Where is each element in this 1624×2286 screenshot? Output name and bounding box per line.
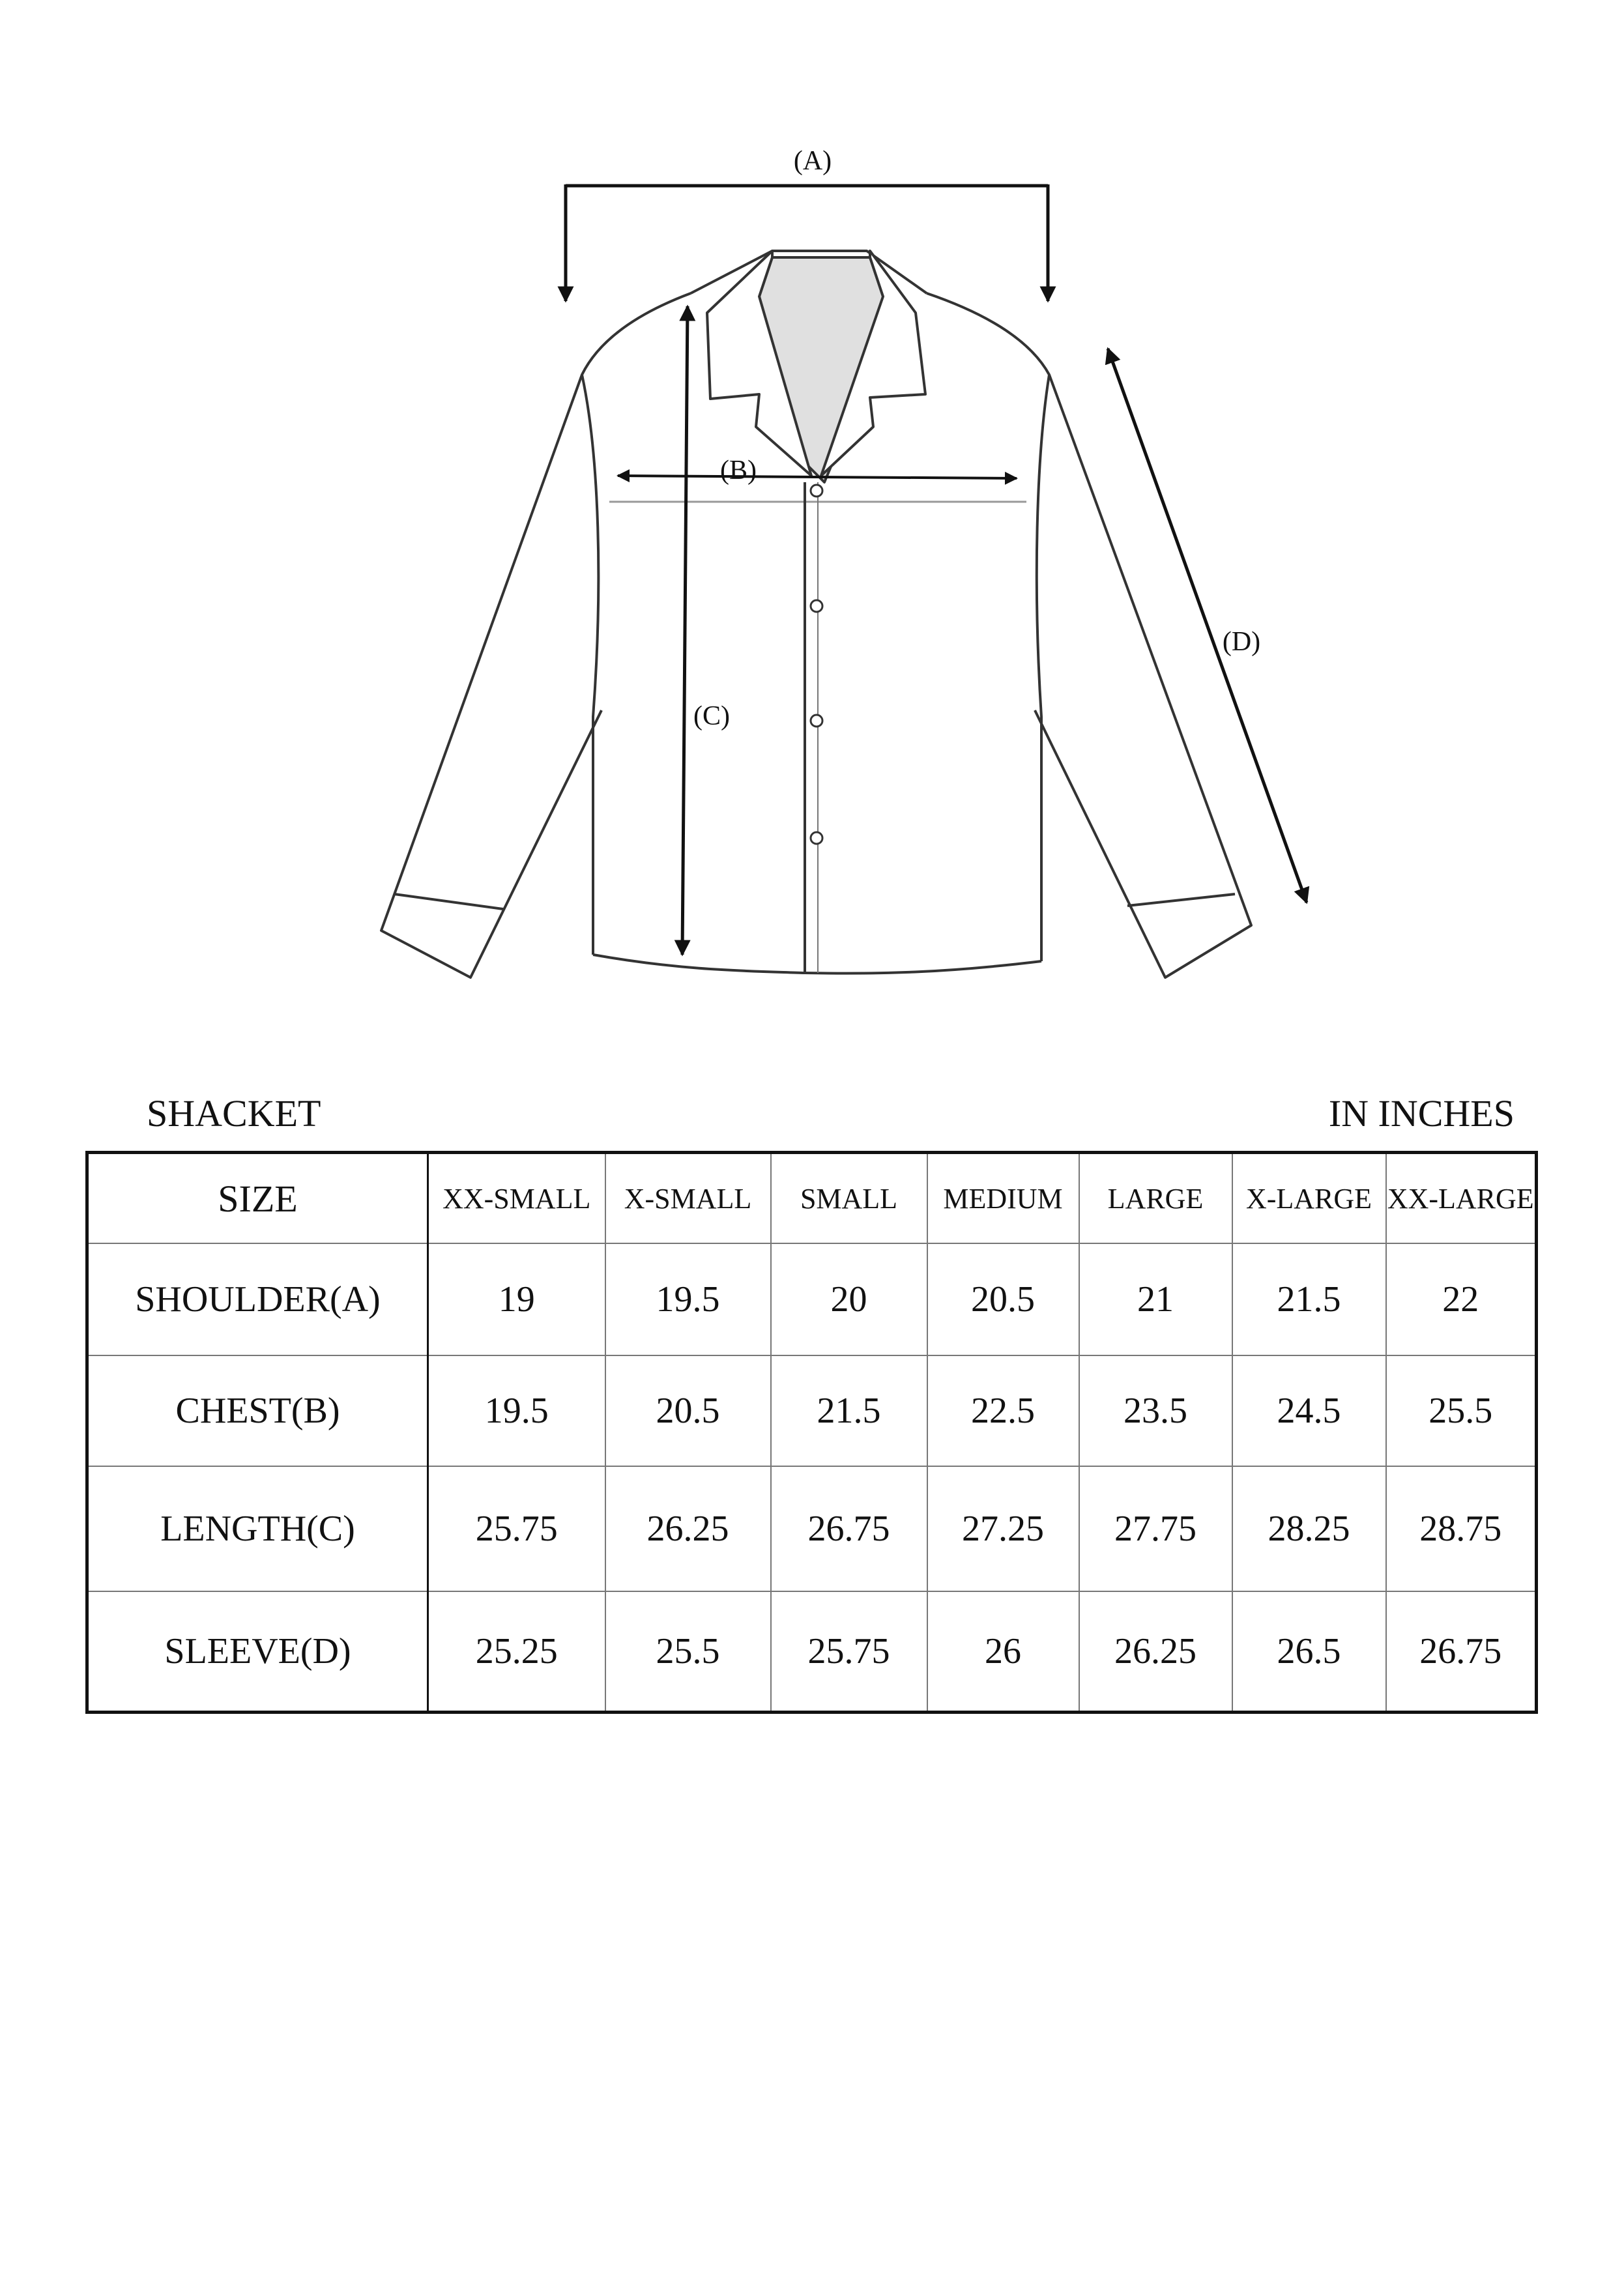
table-row bbox=[87, 1591, 1537, 1713]
size-corner-label: SIZE bbox=[87, 1153, 428, 1244]
length-label: (C) bbox=[693, 701, 730, 731]
table-cell: 20.5 bbox=[605, 1355, 771, 1466]
shacket-diagram bbox=[0, 0, 1624, 1017]
table-cell: 25.25 bbox=[428, 1591, 605, 1713]
table-cell: 22 bbox=[1386, 1243, 1537, 1355]
table-cell: 20.5 bbox=[927, 1243, 1079, 1355]
units-label: IN INCHES bbox=[1328, 1092, 1515, 1135]
table-row bbox=[87, 1355, 1537, 1466]
collar bbox=[707, 251, 925, 482]
table-cell: 28.75 bbox=[1386, 1466, 1537, 1591]
table-cell: 26.5 bbox=[1232, 1591, 1386, 1713]
table-cell: 22.5 bbox=[927, 1355, 1079, 1466]
sleeve-arrow bbox=[1108, 349, 1307, 903]
row-label: SHOULDER(A) bbox=[87, 1243, 428, 1355]
column-header: X-SMALL bbox=[605, 1153, 771, 1244]
table-cell: 27.75 bbox=[1079, 1466, 1232, 1591]
table-cell: 24.5 bbox=[1232, 1355, 1386, 1466]
table-cell: 21.5 bbox=[771, 1355, 927, 1466]
chest-arrow bbox=[618, 476, 1017, 478]
buttons bbox=[811, 485, 822, 844]
table-cell: 26.25 bbox=[1079, 1591, 1232, 1713]
chart-title: SHACKET bbox=[147, 1092, 321, 1135]
table-cell: 19.5 bbox=[428, 1355, 605, 1466]
table-cell: 19.5 bbox=[605, 1243, 771, 1355]
table-cell: 25.75 bbox=[771, 1591, 927, 1713]
row-label: CHEST(B) bbox=[87, 1355, 428, 1466]
table-cell: 25.5 bbox=[605, 1591, 771, 1713]
table-cell: 26 bbox=[927, 1591, 1079, 1713]
table-cell: 21.5 bbox=[1232, 1243, 1386, 1355]
table-cell: 25.75 bbox=[428, 1466, 605, 1591]
table-cell: 28.25 bbox=[1232, 1466, 1386, 1591]
table-header-row bbox=[87, 1153, 1537, 1244]
column-header: XX-SMALL bbox=[428, 1153, 605, 1244]
column-header: LARGE bbox=[1079, 1153, 1232, 1244]
size-table bbox=[85, 1151, 1538, 1714]
table-cell: 25.5 bbox=[1386, 1355, 1537, 1466]
column-header: MEDIUM bbox=[927, 1153, 1079, 1244]
column-header: XX-LARGE bbox=[1386, 1153, 1537, 1244]
shoulder-label: (A) bbox=[793, 146, 832, 176]
table-cell: 26.25 bbox=[605, 1466, 771, 1591]
row-label: LENGTH(C) bbox=[87, 1466, 428, 1591]
table-cell: 26.75 bbox=[771, 1466, 927, 1591]
chest-label: (B) bbox=[720, 456, 757, 485]
row-label: SLEEVE(D) bbox=[87, 1591, 428, 1713]
table-cell: 19 bbox=[428, 1243, 605, 1355]
table-cell: 20 bbox=[771, 1243, 927, 1355]
column-header: SMALL bbox=[771, 1153, 927, 1244]
table-cell: 23.5 bbox=[1079, 1355, 1232, 1466]
sleeve-label: (D) bbox=[1222, 627, 1261, 657]
table-cell: 27.25 bbox=[927, 1466, 1079, 1591]
column-header: X-LARGE bbox=[1232, 1153, 1386, 1244]
table-row bbox=[87, 1243, 1537, 1355]
table-cell: 21 bbox=[1079, 1243, 1232, 1355]
length-arrow bbox=[682, 306, 688, 955]
table-cell: 26.75 bbox=[1386, 1591, 1537, 1713]
table-row bbox=[87, 1466, 1537, 1591]
